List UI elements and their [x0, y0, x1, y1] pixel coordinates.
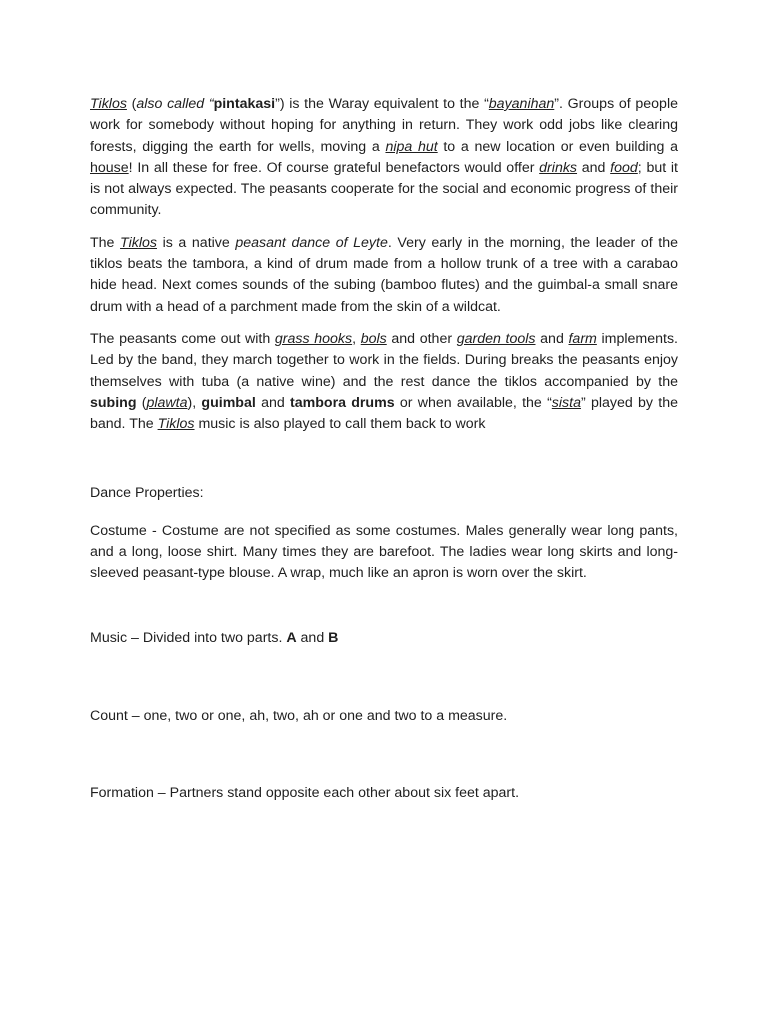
document-page: [90, 94, 678, 805]
term-farm: farm: [568, 330, 597, 347]
term-tiklos: Tiklos: [120, 234, 157, 251]
text-run: (: [126, 96, 137, 112]
term-tiklos: Tiklos: [90, 96, 127, 112]
term-subing: subing: [90, 394, 137, 411]
term-bayanihan: bayanihan: [488, 96, 555, 112]
text-run: ,: [352, 330, 361, 347]
text-run: music is also played to call them back to work: [194, 416, 486, 433]
term-house: house: [90, 159, 129, 176]
term-tambora-drums: tambora drums: [290, 394, 395, 411]
term-food: food: [610, 159, 638, 176]
text-run: and: [296, 629, 329, 646]
term-guimbal: guimbal: [201, 394, 256, 411]
term-grass-hooks: grass hooks: [274, 330, 353, 347]
paragraph-peasants: [90, 329, 678, 435]
term-bols: bols: [360, 330, 387, 347]
term-peasant-dance: peasant dance of Leyte: [235, 234, 388, 251]
term-garden-tools: garden tools: [456, 330, 536, 347]
paragraph-tiklos-dance: [90, 233, 678, 318]
part-a: A: [286, 629, 297, 646]
text-run: ; but it is not always expected. The peasants cooperate for the social and economic progress of their community.: [90, 159, 678, 219]
term-drinks: drinks: [539, 159, 578, 176]
paragraph-tiklos-intro: [90, 94, 678, 222]
term-tiklos: Tiklos: [157, 416, 195, 433]
text-run: and: [577, 159, 611, 176]
text-run: . Very early in the morning, the leader of the tiklos beats the tambora, a kind of drum made from a hollow trunk of a tree with a carabao hide head. Next comes sounds of the subing (bamboo flutes) and the guimbal-a small snare drum with a head of a parchment made from the skin of a wildcat.: [90, 234, 678, 315]
section-heading: Dance Properties:: [90, 485, 204, 502]
text-run: Music – Divided into two parts.: [90, 629, 287, 646]
term-sista: sista: [551, 394, 581, 411]
term-nipa-hut: nipa hut: [385, 138, 438, 155]
text-run: ” played by the band. The: [90, 394, 678, 433]
text-run: implements. Led by the band, they march together to work in the fields. During breaks the peasants enjoy themselves with tuba (a native wine) and the rest dance the tiklos accompanied by the: [90, 330, 678, 390]
part-b: B: [328, 629, 339, 646]
text-run: ”) is the Waray equivalent to the “: [275, 96, 489, 112]
text-run: to a new location or even building a: [437, 138, 678, 155]
term-pintakasi: pintakasi: [213, 96, 276, 112]
text-run: and other: [386, 330, 457, 347]
text-run: The peasants come out with: [90, 330, 275, 347]
term-plawta: plawta: [146, 394, 188, 411]
text-run-italic: also called “: [136, 96, 214, 112]
music-line: [90, 628, 678, 649]
text-run: ! In all these for free. Of course grateful benefactors would offer: [128, 159, 540, 176]
formation-line: Formation – Partners stand opposite each other about six feet apart.: [90, 785, 520, 802]
text-run: or when available, the “: [394, 394, 552, 411]
text-run: The: [90, 234, 121, 251]
text-run: ),: [187, 394, 202, 411]
text-run: is a native: [156, 234, 236, 251]
count-line: Count – one, two or one, ah, two, ah or one and two to a measure.: [90, 707, 508, 724]
text-run: and: [255, 394, 290, 411]
text-run: ”. Groups of people work for somebody without hoping for anything in return. They work odd jobs like clearing forests, digging the earth for wells, moving a: [90, 96, 678, 155]
text-run: and: [535, 330, 569, 347]
costume-paragraph: Costume - Costume are not specified as some costumes. Males generally wear long pants, and a long, loose shirt. Many times they are barefoot. The ladies wear long skirts and long-sleeved peasant-type blouse. A wrap, much like an apron is worn over the skirt.: [90, 522, 678, 582]
text-run: (: [136, 394, 147, 411]
